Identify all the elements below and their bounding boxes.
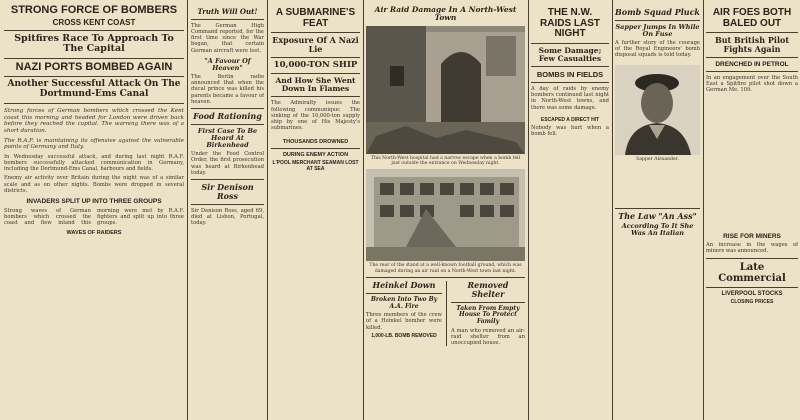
headline-removed-shelter: Removed Shelter xyxy=(467,280,509,299)
headline-late-commercial: Late Commercial xyxy=(718,261,786,284)
headline-denison: Sir Denison Ross xyxy=(201,182,254,201)
body-miners: An increase in the wages of miners was announced. xyxy=(706,242,798,255)
headline-heinkel: Heinkel Down xyxy=(372,280,436,291)
section-bomb-removed: 1,000-LB. BOMB REMOVED xyxy=(371,332,437,339)
section-petrol: DRENCHED IN PETROL xyxy=(715,60,789,68)
body-direct-hit: Nobody was hurt when a bomb fell. xyxy=(531,124,609,138)
deck-liverpool-stocks: LIVERPOOL STOCKS xyxy=(721,290,783,297)
section-waves: WAVES OF RAIDERS xyxy=(66,229,122,236)
deck-birkenhead: First Case To Be Heard At Birkenhead xyxy=(197,126,258,150)
deck-closing-prices: CLOSING PRICES xyxy=(730,298,774,305)
section-enemy-action: DURING ENEMY ACTION xyxy=(282,152,349,159)
section-invaders: INVADERS SPLIT UP INTO THREE GROUPS xyxy=(26,197,162,205)
body-truth: The German High Command reported, for the first time since the War began, that certain German aircraft were lost. xyxy=(191,22,264,54)
headline-truth: Truth Will Out! xyxy=(197,7,258,16)
deck-dortmund: Another Successful Attack On The Dortmund-Ems Canal xyxy=(7,79,181,100)
headline-air-raid-damage: Air Raid Damage In A North-West Town xyxy=(374,5,517,23)
headline-nazi-ports: NAZI PORTS BOMBED AGAIN xyxy=(15,60,173,73)
deck-italian: According To It She Was An Italian xyxy=(621,221,694,238)
column-submarine xyxy=(271,0,360,420)
column-rule xyxy=(187,0,188,420)
section-miners: RISE FOR MINERS xyxy=(723,233,781,241)
column-nw-raids xyxy=(531,0,609,420)
column-bombers xyxy=(4,0,184,420)
column-rule xyxy=(446,281,447,346)
body-heinkel: Three members of the crew of a Heinkel bomber were killed. xyxy=(366,312,442,331)
body-denison: Sir Denison Ross, aged 69, died at Lisbon, Portugal, today. xyxy=(191,207,264,227)
deck-favour: "A Favour Of Heaven" xyxy=(204,56,251,72)
headline-nw-raids: THE N.W. RAIDS LAST NIGHT xyxy=(540,7,600,39)
column-photos xyxy=(366,0,525,420)
column-bomb-squad xyxy=(615,0,700,420)
photo-sapper xyxy=(615,65,700,155)
deck-nazi-lie: Exposure Of A Nazi Lie xyxy=(272,35,359,54)
body-air-foes: In an engagement over the South East a Spitfire pilot shot down a German Me. 109. xyxy=(706,74,798,93)
deck-ship: 10,000-TON SHIP xyxy=(273,59,358,70)
photo-hospital xyxy=(366,26,525,154)
deck-damage: Some Damage; Few Casualties xyxy=(538,45,602,63)
headline-strong-force: STRONG FORCE OF BOMBERS xyxy=(10,4,178,16)
body-favour: The Berlin radio announced that when the ducal prince was killed his parents became a favour of heaven. xyxy=(191,73,264,105)
deck-heinkel: Broken Into Two By A.A. Fire xyxy=(370,295,438,310)
story-heinkel xyxy=(366,281,442,346)
lead-paragraph-2: The R.A.F. is maintaining its offensive against the vulnerable points of Germany and Italy. xyxy=(4,137,184,151)
column-rule xyxy=(528,0,529,420)
deck-seaman: L'POOL MERCHANT SEAMAN LOST AT SEA xyxy=(272,160,359,173)
headline-air-foes: AIR FOES BOTH BALED OUT xyxy=(712,7,792,29)
column-air-foes xyxy=(706,0,798,420)
bottom-stories xyxy=(366,281,525,346)
deck-sapper: Sapper Jumps In While On Fuse xyxy=(615,22,700,38)
caption-hospital: This North-West hospital had a narrow escape when a bomb fell just outside the entrance on Wednesday night. xyxy=(370,155,521,166)
caption-stand: The rear of the stand at a well-known football ground, which was damaged during an air raid on a North-West town last night. xyxy=(369,263,522,274)
column-rule xyxy=(267,0,268,420)
deck-flames: And How She Went Down In Flames xyxy=(275,75,356,94)
body-submarine: The Admiralty issues the following communique: The sinking of the 10,000-ton supply ship by one of His Majesty's submarines. xyxy=(271,100,360,132)
headline-food: Food Rationing xyxy=(193,111,262,121)
sapper-portrait-image xyxy=(615,65,700,155)
body-food: Under the Food Control Order, the first prosecution was heard at Birkenhead today. xyxy=(191,151,264,176)
headline-law-ass: The Law "An Ass" xyxy=(618,211,697,222)
headline-submarine: A SUBMARINE'S FEAT xyxy=(275,7,356,29)
column-rule xyxy=(703,0,704,420)
caption-sapper: Sapper Alexander. xyxy=(636,156,679,162)
body-text-3: Strong waves of German bombers which crossed the coast and flew inland this morning were met by R.A.F. fighters and split up into three groups. xyxy=(4,207,184,227)
body-text-2: Enemy air activity over Britain during the night was of a similar scale and as on other nights. Bombs were dropped in several districts. xyxy=(4,175,184,194)
column-truth xyxy=(191,0,264,420)
lead-paragraph: Strong forces of German bombers which crossed the Kent coast this morning and headed for London were driven back before they reached the capital. The warning there was of a short duration. xyxy=(4,108,184,134)
section-thousands: THOUSANDS DROWNED xyxy=(282,139,349,146)
deck-bombs-fields: BOMBS IN FIELDS xyxy=(536,70,604,79)
hospital-photo-image xyxy=(366,26,525,154)
column-rule xyxy=(612,0,613,420)
section-direct-hit: ESCAPED A DIRECT HIT xyxy=(540,116,600,123)
column-rule xyxy=(363,0,364,420)
deck-spitfires: Spitfires Race To Approach To The Capital xyxy=(14,32,174,55)
body-bomb-squad: A further story of the courage of the Royal Engineers' bomb disposal squads is told today. xyxy=(615,40,700,59)
stand-photo-image xyxy=(366,169,525,261)
story-removed-shelter xyxy=(451,281,525,346)
deck-british-pilot: But British Pilot Fights Again xyxy=(714,35,790,54)
deck-removed-shelter: Taken From Empty House To Protect Family xyxy=(456,304,520,325)
headline-bomb-squad: Bomb Squad Pluck xyxy=(615,7,700,17)
body-removed-shelter: A man who removed an air-raid shelter from an unoccupied house. xyxy=(450,327,525,346)
body-nw-raids: A day of raids by enemy bombers continued last night in North-West towns, and there was some damage. xyxy=(531,86,609,111)
body-text: In Wednesday successful attack, and during last night R.A.F. bombers successfully attacked communication in Germany, including the Dortmund-Ems Canal, harbours and fields. xyxy=(4,153,184,173)
photo-stand xyxy=(366,169,525,261)
subhead-kent-coast: CROSS KENT COAST xyxy=(52,17,136,27)
